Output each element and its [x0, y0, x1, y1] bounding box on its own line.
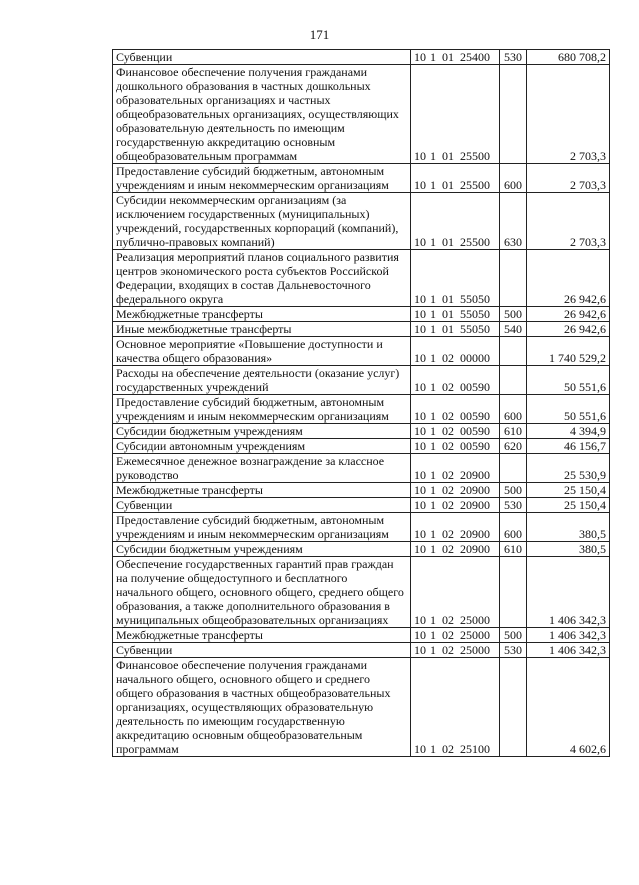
code-part: 25500 — [460, 149, 490, 163]
row-code — [411, 424, 500, 439]
code-part: 10 — [414, 613, 426, 627]
table-row — [113, 557, 610, 628]
table-row — [113, 513, 610, 542]
row-expense-type: 530 — [500, 643, 527, 658]
row-code — [411, 65, 500, 164]
row-code — [411, 50, 500, 65]
table-row — [113, 164, 610, 193]
row-code — [411, 643, 500, 658]
row-amount: 26 942,6 — [527, 250, 610, 307]
row-amount: 26 942,6 — [527, 307, 610, 322]
code-part: 1 — [430, 424, 436, 438]
code-part: 10 — [414, 628, 426, 642]
row-code — [411, 193, 500, 250]
row-code — [411, 513, 500, 542]
row-expense-type: 530 — [500, 50, 527, 65]
table-row — [113, 483, 610, 498]
code-part: 02 — [442, 628, 454, 642]
table-row — [113, 50, 610, 65]
row-name: Предоставление субсидий бюджетным, автономным учреждениям и иным некоммерческим организациям — [113, 164, 411, 193]
code-part: 10 — [414, 542, 426, 556]
row-amount: 380,5 — [527, 542, 610, 557]
row-name: Предоставление субсидий бюджетным, автономным учреждениям и иным некоммерческим организациям — [113, 395, 411, 424]
row-amount: 2 703,3 — [527, 193, 610, 250]
code-part: 1 — [430, 292, 436, 306]
table-row — [113, 395, 610, 424]
code-part: 1 — [430, 439, 436, 453]
code-part: 01 — [442, 307, 454, 321]
table-row — [113, 542, 610, 557]
code-part: 10 — [414, 409, 426, 423]
row-amount: 1 406 342,3 — [527, 643, 610, 658]
row-code — [411, 337, 500, 366]
row-amount: 1 406 342,3 — [527, 557, 610, 628]
code-part: 20900 — [460, 468, 490, 482]
row-amount: 2 703,3 — [527, 65, 610, 164]
row-code — [411, 322, 500, 337]
code-part: 10 — [414, 235, 426, 249]
code-part: 10 — [414, 483, 426, 497]
row-name: Субсидии бюджетным учреждениям — [113, 542, 411, 557]
code-part: 00000 — [460, 351, 490, 365]
code-part: 00590 — [460, 409, 490, 423]
code-part: 1 — [430, 542, 436, 556]
code-part: 25000 — [460, 628, 490, 642]
row-amount: 4 602,6 — [527, 658, 610, 757]
code-part: 1 — [430, 643, 436, 657]
code-part: 10 — [414, 643, 426, 657]
row-expense-type: 610 — [500, 542, 527, 557]
code-part: 02 — [442, 424, 454, 438]
row-code — [411, 307, 500, 322]
code-part: 25500 — [460, 235, 490, 249]
code-part: 02 — [442, 439, 454, 453]
code-part: 20900 — [460, 527, 490, 541]
code-part: 1 — [430, 613, 436, 627]
row-code — [411, 366, 500, 395]
row-name: Предоставление субсидий бюджетным, автономным учреждениям и иным некоммерческим организациям — [113, 513, 411, 542]
row-expense-type: 500 — [500, 307, 527, 322]
code-part: 1 — [430, 307, 436, 321]
row-code — [411, 557, 500, 628]
code-part: 1 — [430, 178, 436, 192]
row-amount: 2 703,3 — [527, 164, 610, 193]
code-part: 55050 — [460, 307, 490, 321]
row-name: Субсидии некоммерческим организациям (за исключением государственных (муниципальных) учреждений, государственных корпораций (компаний), публично-правовых компаний) — [113, 193, 411, 250]
code-part: 1 — [430, 322, 436, 336]
row-expense-type: 600 — [500, 513, 527, 542]
table-row — [113, 439, 610, 454]
row-code — [411, 250, 500, 307]
row-expense-type: 540 — [500, 322, 527, 337]
code-part: 01 — [442, 292, 454, 306]
code-part: 1 — [430, 742, 436, 756]
code-part: 10 — [414, 439, 426, 453]
row-code — [411, 498, 500, 513]
code-part: 10 — [414, 178, 426, 192]
row-name: Реализация мероприятий планов социального развития центров экономического роста субъектов Российской Федерации, входящих в состав Дальневосточного федерального округа — [113, 250, 411, 307]
row-name: Субвенции — [113, 498, 411, 513]
row-code — [411, 395, 500, 424]
row-expense-type — [500, 557, 527, 628]
code-part: 02 — [442, 742, 454, 756]
row-name: Субсидии автономным учреждениям — [113, 439, 411, 454]
row-amount: 1 740 529,2 — [527, 337, 610, 366]
row-expense-type: 630 — [500, 193, 527, 250]
code-part: 10 — [414, 424, 426, 438]
code-part: 10 — [414, 149, 426, 163]
code-part: 1 — [430, 235, 436, 249]
row-name: Финансовое обеспечение получения гражданами начального общего, основного общего и среднего общего образования в частных общеобразовательных организациях, осуществляющих образовательную деятельность по имеющим государственную аккредитацию основным общеобразовательным программам — [113, 658, 411, 757]
table-row — [113, 65, 610, 164]
code-part: 20900 — [460, 498, 490, 512]
code-part: 10 — [414, 50, 426, 64]
code-part: 02 — [442, 483, 454, 497]
code-part: 55050 — [460, 292, 490, 306]
row-expense-type: 500 — [500, 628, 527, 643]
row-amount: 1 406 342,3 — [527, 628, 610, 643]
code-part: 1 — [430, 409, 436, 423]
code-part: 1 — [430, 149, 436, 163]
row-name: Межбюджетные трансферты — [113, 307, 411, 322]
code-part: 01 — [442, 178, 454, 192]
code-part: 10 — [414, 468, 426, 482]
code-part: 01 — [442, 50, 454, 64]
code-part: 1 — [430, 50, 436, 64]
code-part: 1 — [430, 380, 436, 394]
code-part: 20900 — [460, 483, 490, 497]
code-part: 10 — [414, 351, 426, 365]
code-part: 1 — [430, 351, 436, 365]
code-part: 00590 — [460, 380, 490, 394]
row-code — [411, 658, 500, 757]
table-row — [113, 337, 610, 366]
row-name: Иные межбюджетные трансферты — [113, 322, 411, 337]
code-part: 00590 — [460, 439, 490, 453]
code-part: 02 — [442, 613, 454, 627]
code-part: 1 — [430, 468, 436, 482]
code-part: 25100 — [460, 742, 490, 756]
row-amount: 25 530,9 — [527, 454, 610, 483]
row-amount: 4 394,9 — [527, 424, 610, 439]
row-amount: 25 150,4 — [527, 483, 610, 498]
row-code — [411, 483, 500, 498]
row-expense-type — [500, 250, 527, 307]
row-amount: 25 150,4 — [527, 498, 610, 513]
table-row — [113, 424, 610, 439]
row-name: Расходы на обеспечение деятельности (оказание услуг) государственных учреждений — [113, 366, 411, 395]
row-name: Субсидии бюджетным учреждениям — [113, 424, 411, 439]
table-row — [113, 193, 610, 250]
row-expense-type — [500, 454, 527, 483]
table-row — [113, 250, 610, 307]
row-expense-type: 620 — [500, 439, 527, 454]
table-row — [113, 366, 610, 395]
table-row — [113, 307, 610, 322]
row-name: Обеспечение государственных гарантий прав граждан на получение общедоступного и бесплатного начального общего, основного общего, среднего общего образования, а также дополнительного образования в муниципальных общеобразовательных организациях — [113, 557, 411, 628]
code-part: 02 — [442, 380, 454, 394]
code-part: 1 — [430, 483, 436, 497]
code-part: 02 — [442, 542, 454, 556]
code-part: 01 — [442, 322, 454, 336]
row-amount: 680 708,2 — [527, 50, 610, 65]
code-part: 1 — [430, 527, 436, 541]
row-expense-type: 600 — [500, 395, 527, 424]
code-part: 01 — [442, 235, 454, 249]
budget-table-body — [113, 50, 610, 757]
row-name: Субвенции — [113, 50, 411, 65]
code-part: 55050 — [460, 322, 490, 336]
code-part: 02 — [442, 468, 454, 482]
code-part: 25500 — [460, 178, 490, 192]
row-code — [411, 454, 500, 483]
table-row — [113, 658, 610, 757]
code-part: 02 — [442, 409, 454, 423]
row-expense-type: 500 — [500, 483, 527, 498]
code-part: 02 — [442, 498, 454, 512]
table-row — [113, 498, 610, 513]
code-part: 20900 — [460, 542, 490, 556]
code-part: 25000 — [460, 643, 490, 657]
row-amount: 380,5 — [527, 513, 610, 542]
code-part: 1 — [430, 628, 436, 642]
table-row — [113, 454, 610, 483]
row-amount: 26 942,6 — [527, 322, 610, 337]
row-amount: 50 551,6 — [527, 395, 610, 424]
table-row — [113, 628, 610, 643]
row-name: Ежемесячное денежное вознаграждение за классное руководство — [113, 454, 411, 483]
row-expense-type: 610 — [500, 424, 527, 439]
code-part: 10 — [414, 292, 426, 306]
table-row — [113, 322, 610, 337]
code-part: 25000 — [460, 613, 490, 627]
code-part: 10 — [414, 380, 426, 394]
row-expense-type: 530 — [500, 498, 527, 513]
code-part: 02 — [442, 351, 454, 365]
row-expense-type — [500, 366, 527, 395]
budget-table — [112, 49, 610, 757]
code-part: 00590 — [460, 424, 490, 438]
table-row — [113, 643, 610, 658]
row-amount: 46 156,7 — [527, 439, 610, 454]
row-amount: 50 551,6 — [527, 366, 610, 395]
code-part: 25400 — [460, 50, 490, 64]
code-part: 10 — [414, 322, 426, 336]
row-name: Основное мероприятие «Повышение доступности и качества общего образования» — [113, 337, 411, 366]
row-expense-type: 600 — [500, 164, 527, 193]
row-expense-type — [500, 65, 527, 164]
row-name: Межбюджетные трансферты — [113, 483, 411, 498]
code-part: 10 — [414, 498, 426, 512]
code-part: 01 — [442, 149, 454, 163]
row-code — [411, 439, 500, 454]
code-part: 02 — [442, 643, 454, 657]
row-expense-type — [500, 337, 527, 366]
code-part: 02 — [442, 527, 454, 541]
code-part: 10 — [414, 527, 426, 541]
code-part: 1 — [430, 498, 436, 512]
row-code — [411, 542, 500, 557]
code-part: 10 — [414, 307, 426, 321]
row-name: Финансовое обеспечение получения гражданами дошкольного образования в частных дошкольных образовательных организациях и частных общеобразовательных организациях, осуществляющих образовательную деятельность по имеющим государственную аккредитацию основным общеобразовательным программам — [113, 65, 411, 164]
code-part: 10 — [414, 742, 426, 756]
page-number: 171 — [309, 27, 330, 42]
row-code — [411, 164, 500, 193]
row-name: Субвенции — [113, 643, 411, 658]
row-name: Межбюджетные трансферты — [113, 628, 411, 643]
row-code — [411, 628, 500, 643]
row-expense-type — [500, 658, 527, 757]
